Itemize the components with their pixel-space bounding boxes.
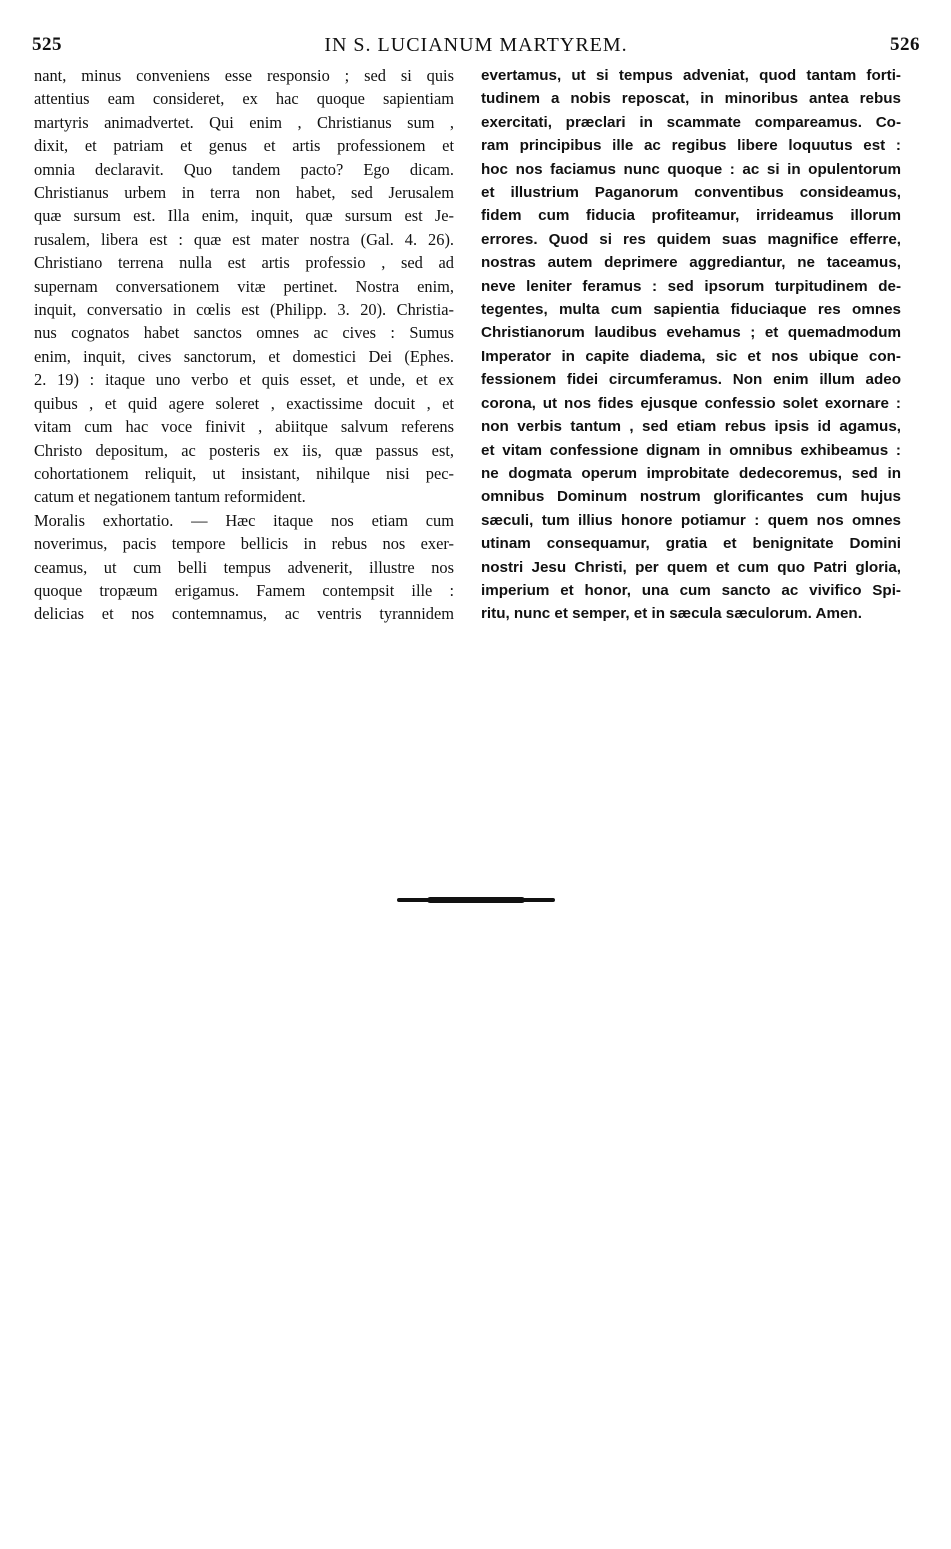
text-line: errores. Quod si res quidem suas magnifice efferre,	[481, 230, 901, 248]
text-line: martyris animadvertet. Qui enim , Christianus sum ,	[34, 112, 454, 132]
text-line: ram principibus ille ac regibus libere loquutus est :	[481, 137, 901, 155]
text-line: 2. 19) : itaque uno verbo et quis esset, et unde, et ex	[34, 370, 454, 390]
text-line: Imperator in capite diadema, sic et nos ubique con-	[481, 347, 901, 365]
text-line: rusalem, libera est : quæ est mater nostra (Gal. 4. 26).	[34, 229, 454, 249]
text-line: omnia declaravit. Quo tandem pacto? Ego dicam.	[34, 159, 454, 179]
text-line: exercitati, præclari in scammate compareamus. Co-	[481, 113, 901, 131]
text-line: noverimus, pacis tempore bellicis in rebus nos exer-	[34, 534, 454, 554]
text-line: cohortationem reliquit, ut insistant, nihilque nisi pec-	[34, 463, 454, 483]
text-line: tudinem a nobis reposcat, in minoribus antea rebus	[481, 90, 901, 108]
text-line: enim, inquit, cives sanctorum, et domestici Dei (Ephes.	[34, 346, 454, 366]
text-line: supernam conversationem vitæ pertinet. Nostra enim,	[34, 276, 454, 296]
text-line: catum et negationem tantum reformident.	[34, 487, 306, 507]
running-title: IN S. LUCIANUM MARTYREM.	[324, 34, 628, 56]
text-line: quæ sursum est. Illa enim, inquit, quæ sursum est Je-	[34, 206, 454, 226]
text-line: et illustrium Paganorum conventibus consideamus,	[481, 184, 901, 202]
text-line: dixit, et patriam et genus et artis professionem et	[34, 136, 454, 156]
text-line: nostras autem deprimere aggrediantur, ne taceamus,	[481, 254, 901, 272]
right-column	[481, 64, 901, 626]
text-line: delicias et nos contemnamus, ac ventris tyrannidem	[34, 604, 454, 624]
end-ornament-rule	[397, 898, 555, 902]
text-line: omnibus Dominum nostrum glorificantes cum hujus	[481, 488, 901, 506]
text-line: vitam cum hac voce finivit , abiitque salvum referens	[34, 417, 454, 437]
text-line: Moralis exhortatio. — Hæc itaque nos etiam cum	[34, 510, 454, 530]
text-line: imperium et honor, una cum sancto ac vivifico Spi-	[481, 581, 901, 599]
text-line: ritu, nunc et semper, et in sæcula sæculorum. Amen.	[481, 605, 862, 623]
text-line: neve leniter feramus : sed ipsorum turpitudinem de-	[481, 277, 901, 295]
text-line: sæculi, tum illius honore potiamur : quem nos omnes	[481, 511, 901, 529]
text-line: Christianus urbem in terra non habet, sed Jerusalem	[34, 183, 454, 203]
text-line: corona, ut nos fides ejusque confessio solet exornare :	[481, 394, 901, 412]
text-line: Christo depositum, ac posteris ex iis, quæ passus est,	[34, 440, 454, 460]
text-line: utinam consequamur, gratia et benignitate Domini	[481, 535, 901, 553]
text-line: non verbis tantum , sed etiam rebus ipsis id agamus,	[481, 418, 901, 436]
left-column	[34, 64, 454, 626]
text-line: nant, minus conveniens esse responsio ; sed si quis	[34, 66, 454, 85]
text-line: attentius eam consideret, ex hac quoque sapientiam	[34, 89, 454, 109]
text-line: Christiano terrena nulla est artis professio , sed ad	[34, 253, 454, 273]
text-line: evertamus, ut si tempus adveniat, quod tantam forti-	[481, 67, 901, 84]
text-line: tegentes, multa cum sapientia fiduciaque res omnes	[481, 301, 901, 319]
text-line: fidem cum fiducia profiteamur, irrideamus illorum	[481, 207, 901, 225]
page-number-right: 526	[890, 34, 920, 55]
text-line: quoque tropæum erigamus. Famem contempsit ille :	[34, 580, 454, 600]
running-header	[32, 34, 920, 62]
page-number-left: 525	[32, 34, 62, 55]
text-line: inquit, conversatio in cœlis est (Philipp. 3. 20). Christia-	[34, 300, 454, 320]
text-line: nostri Jesu Christi, per quem et cum quo Patri gloria,	[481, 558, 901, 576]
text-line: hoc nos faciamus nunc quoque : ac si in opulentorum	[481, 160, 901, 178]
text-line: fessionem fidei circumferamus. Non enim illum adeo	[481, 371, 901, 389]
text-line: quibus , et quid agere soleret , exactissime docuit , et	[34, 393, 454, 413]
text-line: et vitam confessione dignam in omnibus exhibeamus :	[481, 441, 901, 459]
text-line: ceamus, ut cum belli tempus advenerit, illustre nos	[34, 557, 454, 577]
text-line: ne dogmata operum improbitate dedecoremus, sed in	[481, 464, 901, 482]
text-line: Christianorum laudibus evehamus ; et quemadmodum	[481, 324, 901, 342]
text-line: nus cognatos habet sanctos omnes ac cives : Sumus	[34, 323, 454, 343]
